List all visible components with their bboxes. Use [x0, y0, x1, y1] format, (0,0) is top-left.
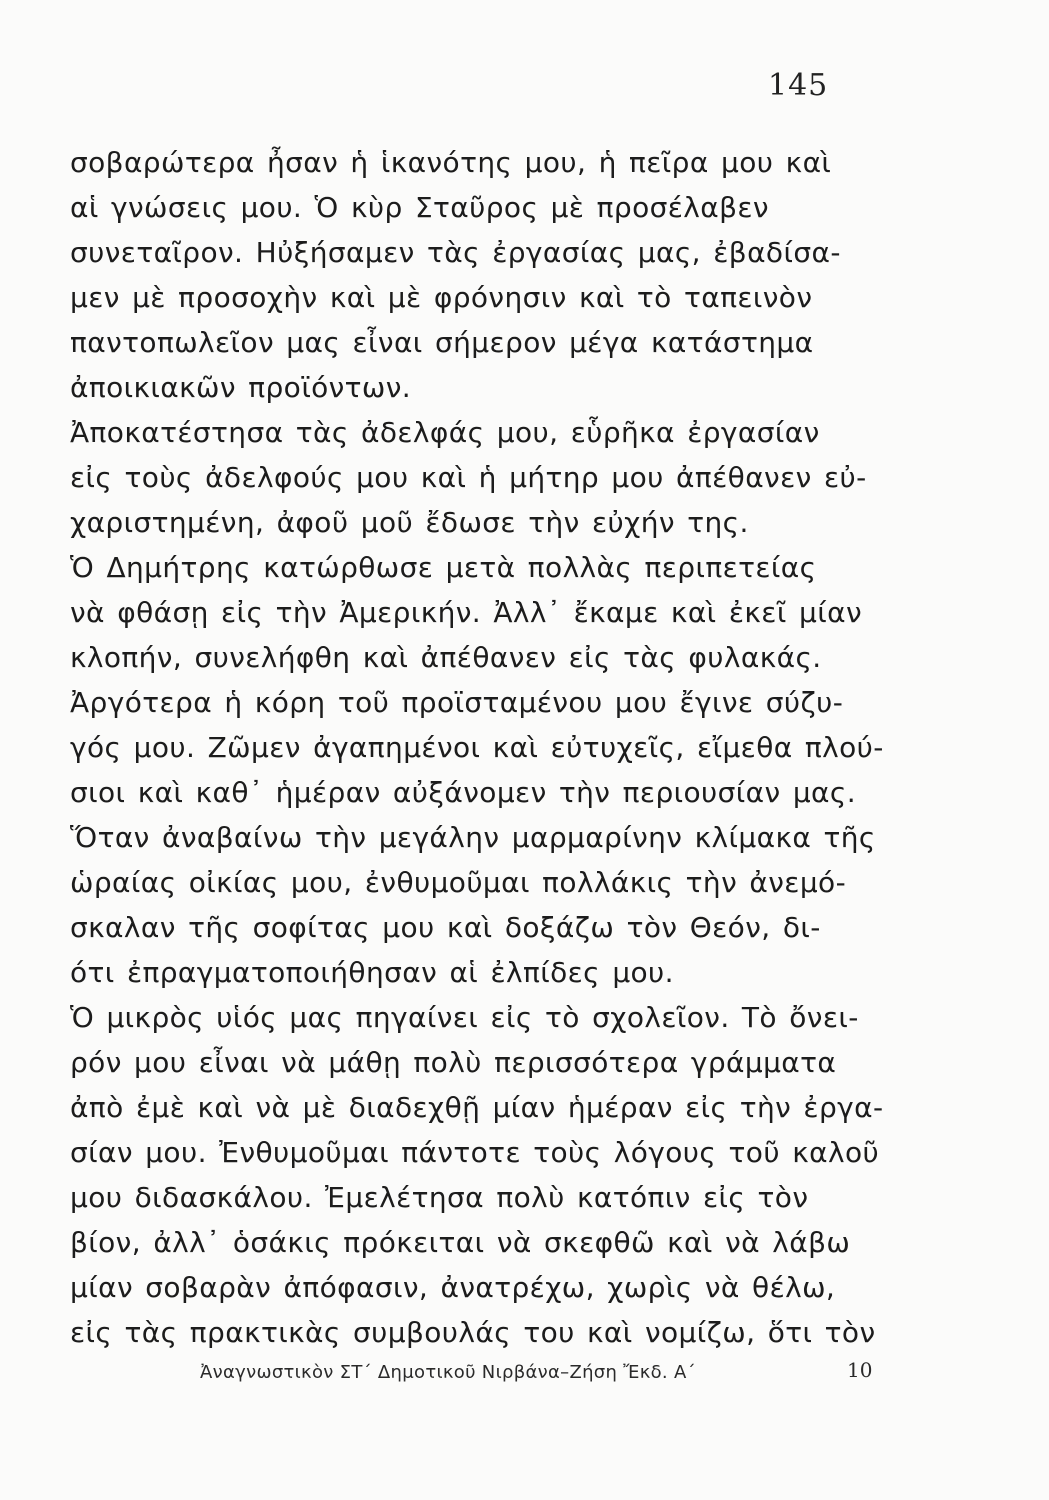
text-line: μίαν σοβαρὰν ἀπόφασιν, ἀνατρέχω, χωρὶς νὰ θέλω, — [70, 1271, 836, 1304]
text-line: βίον, ἀλλ᾽ ὁσάκις πρόκειται νὰ σκεφθῶ καὶ νὰ λάβω — [70, 1226, 851, 1259]
text-line: εἰς τὰς πρακτικὰς συμβουλάς του καὶ νομίζω, ὅτι τὸν — [70, 1316, 876, 1349]
text-line: νὰ φθάσῃ εἰς τὴν Ἀμερικήν. Ἀλλ᾽ ἔκαμε καὶ ἐκεῖ μίαν — [70, 596, 862, 629]
text-line: Ὁ μικρὸς υἱός μας πηγαίνει εἰς τὸ σχολεῖον. Τὸ ὄνει- — [70, 1001, 859, 1034]
text-line: γός μου. Ζῶμεν ἀγαπημένοι καὶ εὐτυχεῖς, εἴμεθα πλού- — [70, 731, 884, 764]
text-line: μεν μὲ προσοχὴν καὶ μὲ φρόνησιν καὶ τὸ ταπεινὸν — [70, 281, 813, 314]
text-line: ρόν μου εἶναι νὰ μάθῃ πολὺ περισσότερα γράμματα — [70, 1046, 837, 1079]
text-line: Ὁ Δημήτρης κατώρθωσε μετὰ πολλὰς περιπετείας — [70, 551, 817, 584]
text-line: ότι ἐπραγματοποιήθησαν αἱ ἐλπίδες μου. — [70, 956, 674, 989]
text-line: κλοπήν, συνελήφθη καὶ ἀπέθανεν εἰς τὰς φυλακάς. — [70, 641, 822, 674]
text-line: εἰς τοὺς ἀδελφούς μου καὶ ἡ μήτηρ μου ἀπέθανεν εὐ- — [70, 461, 867, 494]
text-line: ὡραίας οἰκίας μου, ἐνθυμοῦμαι πολλάκις τὴν ἀνεμό- — [70, 866, 847, 899]
text-line: συνεταῖρον. Ηὐξήσαμεν τὰς ἐργασίας μας, ἐβαδίσα- — [70, 236, 841, 269]
text-line: ἀπὸ ἐμὲ καὶ νὰ μὲ διαδεχθῇ μίαν ἡμέραν εἰς τὴν ἐργα- — [70, 1091, 884, 1124]
text-line: αἱ γνώσεις μου. Ὁ κὺρ Σταῦρος μὲ προσέλαβεν — [70, 191, 769, 224]
footer-sheet-number: 10 — [847, 1358, 873, 1382]
text-line: ἀποικιακῶν προϊόντων. — [70, 371, 412, 404]
text-line: σοβαρώτερα ἦσαν ἡ ἱκανότης μου, ἡ πεῖρα μου καὶ — [70, 146, 832, 179]
text-line: σκαλαν τῆς σοφίτας μου καὶ δοξάζω τὸν Θεόν, δι- — [70, 911, 821, 944]
text-line: χαριστημένη, ἀφοῦ μοῦ ἔδωσε τὴν εὐχήν της. — [70, 506, 749, 539]
text-line: μου διδασκάλου. Ἐμελέτησα πολὺ κατόπιν εἰς τὸν — [70, 1181, 809, 1214]
body-text — [70, 140, 900, 1355]
text-line: Ὅταν ἀναβαίνω τὴν μεγάλην μαρμαρίνην κλίμακα τῆς — [70, 821, 876, 854]
text-line: σίαν μου. Ἐνθυμοῦμαι πάντοτε τοὺς λόγους τοῦ καλοῦ — [70, 1136, 880, 1169]
text-line: παντοπωλεῖον μας εἶναι σήμερον μέγα κατάστημα — [70, 326, 814, 359]
text-line: σιοι καὶ καθ᾽ ἡμέραν αὐξάνομεν τὴν περιουσίαν μας. — [70, 776, 857, 809]
page-number: 145 — [768, 68, 829, 103]
footer-signature: Ἀναγνωστικὸν ΣΤ΄ Δημοτικοῦ Νιρβάνα–Ζήση Ἔκδ. Α΄ — [200, 1362, 696, 1383]
text-line: Ἀργότερα ἡ κόρη τοῦ προϊσταμένου μου ἔγινε σύζυ- — [70, 686, 844, 719]
text-line: Ἀποκατέστησα τὰς ἀδελφάς μου, εὗρῆκα ἐργασίαν — [70, 416, 820, 449]
